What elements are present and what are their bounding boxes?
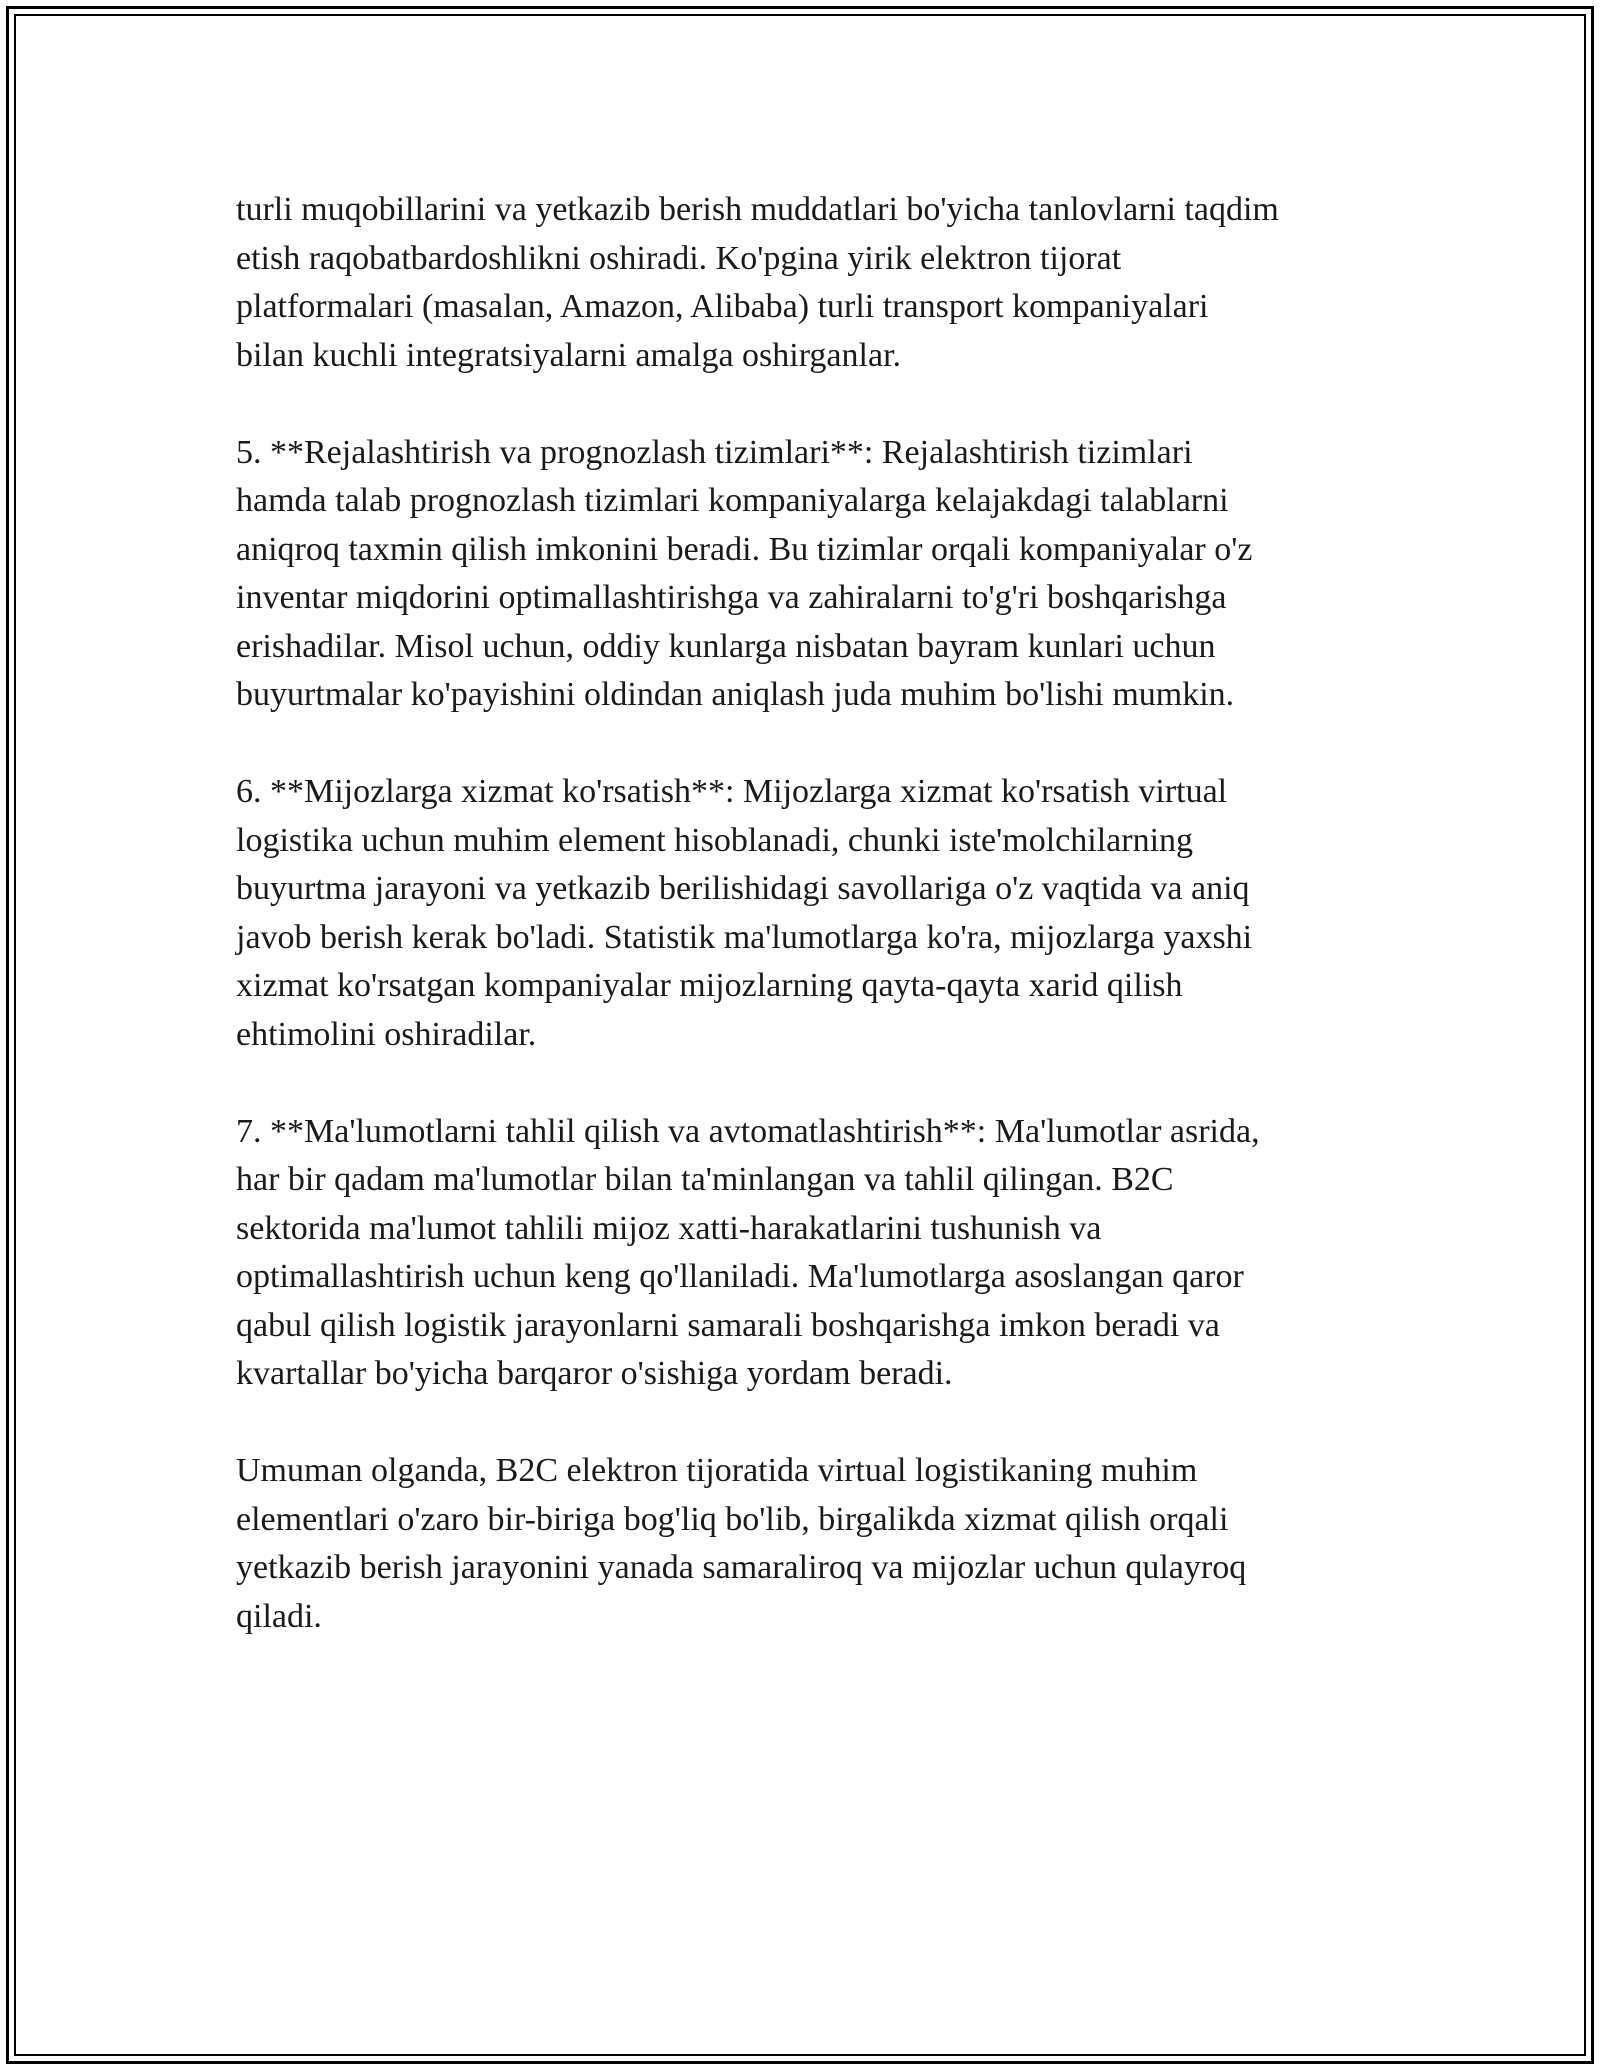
text-line: kvartallar bo'yicha barqaror o'sishiga yordam beradi.: [236, 1355, 953, 1392]
text-line: inventar miqdorini optimallashtirishga va zahiralarni to'g'ri boshqarishga: [236, 579, 1227, 616]
document-body: [236, 186, 1386, 1690]
text-line: Umuman olganda, B2C elektron tijoratida virtual logistikaning muhim: [236, 1452, 1198, 1489]
paragraph-item-5: [236, 429, 1386, 720]
text-line: 7. **Ma'lumotlarni tahlil qilish va avtomatlashtirish**: Ma'lumotlar asrida,: [236, 1112, 1260, 1150]
text-line: elementlari o'zaro bir-biriga bog'liq bo'lib, birgalikda xizmat qilish orqali: [236, 1500, 1229, 1538]
text-line: ehtimolini oshiradilar.: [236, 1015, 537, 1053]
text-line: hamda talab prognozlash tizimlari kompaniyalarga kelajakdagi talablarni: [236, 482, 1229, 519]
text-line: buyurtmalar ko'payishini oldindan aniqlash juda muhim bo'lishi mumkin.: [236, 676, 1235, 713]
paragraph-item-6: [236, 768, 1386, 1059]
text-line: qabul qilish logistik jarayonlarni samarali boshqarishga imkon beradi va: [236, 1306, 1220, 1344]
text-line: logistika uchun muhim element hisoblanadi, chunki iste'molchilarning: [236, 821, 1194, 859]
text-line: bilan kuchli integratsiyalarni amalga oshirganlar.: [236, 336, 902, 374]
text-line: sektorida ma'lumot tahlili mijoz xatti-harakatlarini tushunish va: [236, 1209, 1102, 1247]
text-line: 5. **Rejalashtirish va prognozlash tizimlari**: Rejalashtirish tizimlari: [236, 433, 1193, 471]
text-line: yetkazib berish jarayonini yanada samaraliroq va mijozlar uchun qulayroq: [236, 1549, 1247, 1586]
text-line: turli muqobillarini va yetkazib berish muddatlari bo'yicha tanlovlarni taqdim: [236, 191, 1279, 228]
text-line: optimallashtirish uchun keng qo'llaniladi. Ma'lumotlarga asoslangan qaror: [236, 1258, 1244, 1295]
paragraph-item-7: [236, 1108, 1386, 1399]
text-line: javob berish kerak bo'ladi. Statistik ma'lumotlarga ko'ra, mijozlarga yaxshi: [236, 918, 1253, 956]
paragraph-intro-continuation: [236, 186, 1386, 380]
text-line: har bir qadam ma'lumotlar bilan ta'minlangan va tahlil qilingan. B2C: [236, 1161, 1174, 1198]
text-line: etish raqobatbardoshlikni oshiradi. Ko'pgina yirik elektron tijorat: [236, 239, 1122, 277]
paragraph-conclusion: [236, 1447, 1386, 1641]
text-line: xizmat ko'rsatgan kompaniyalar mijozlarning qayta-qayta xarid qilish: [236, 967, 1183, 1004]
text-line: buyurtma jarayoni va yetkazib berilishidagi savollariga o'z vaqtida va aniq: [236, 870, 1250, 907]
text-line: erishadilar. Misol uchun, oddiy kunlarga nisbatan bayram kunlari uchun: [236, 627, 1216, 665]
text-line: aniqroq taxmin qilish imkonini beradi. Bu tizimlar orqali kompaniyalar o'z: [236, 530, 1253, 568]
text-line: platformalari (masalan, Amazon, Alibaba) turli transport kompaniyalari: [236, 288, 1209, 325]
text-line: 6. **Mijozlarga xizmat ko'rsatish**: Mijozlarga xizmat ko'rsatish virtual: [236, 773, 1228, 810]
text-line: qiladi.: [236, 1597, 322, 1635]
